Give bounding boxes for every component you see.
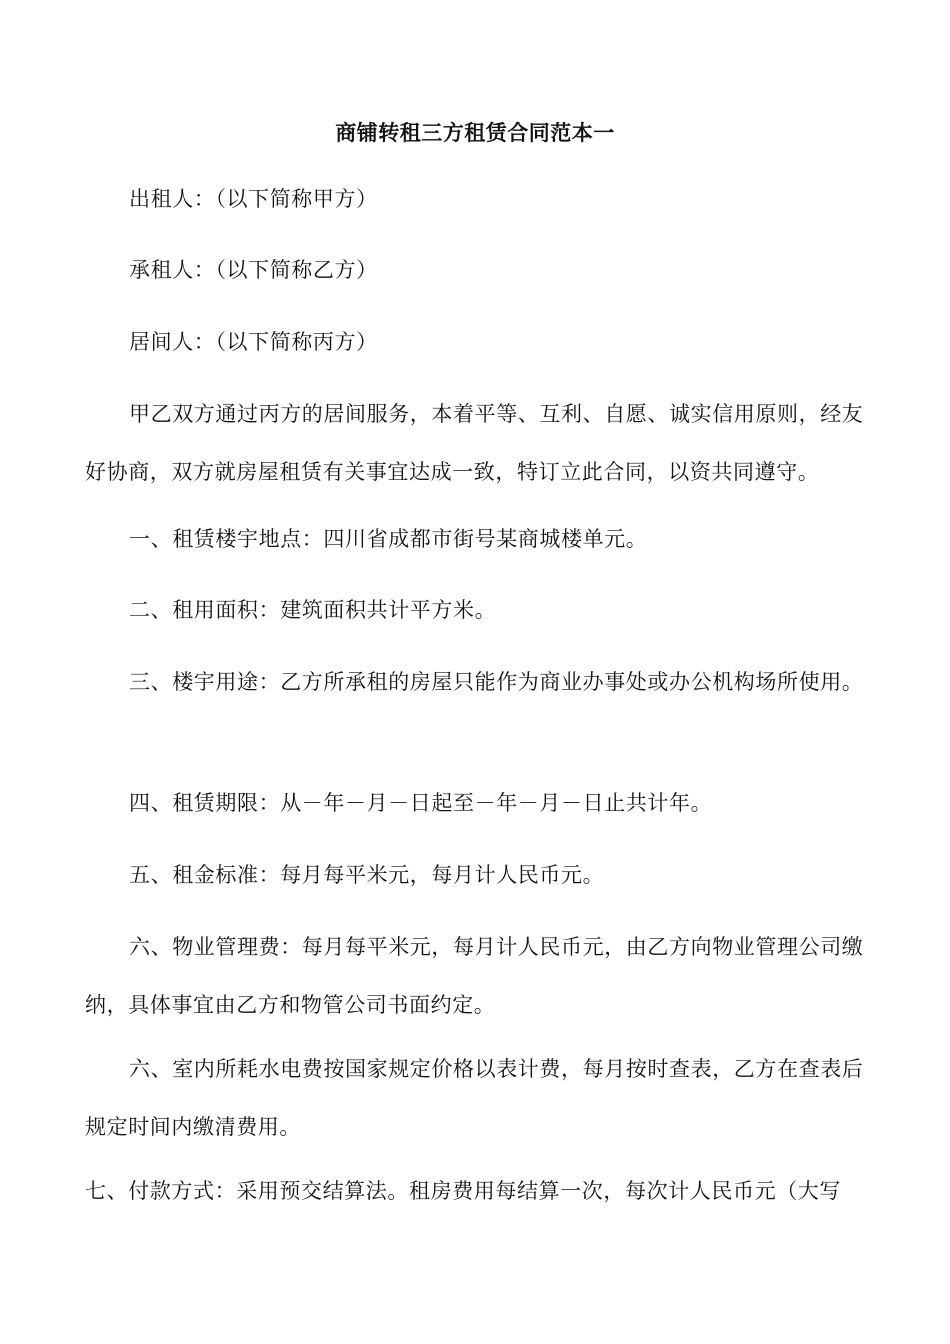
clause-rent: 五、租金标准：每月每平米元，每月计人民币元。 [129,863,605,887]
clause-term: 四、租赁期限：从－年－月－日起至－年－月－日止共计年。 [129,791,713,815]
document-title: 商铺转租三方租赁合同范本一 [335,120,615,145]
clause-payment: 七、付款方式：采用预交结算法。租房费用每结算一次，每次计人民币元（大写 [85,1179,841,1203]
clause-location: 一、租赁楼宇地点：四川省成都市街号某商城楼单元。 [129,527,648,551]
clause-property-fee: 六、物业管理费：每月每平米元，每月计人民币元，由乙方向物业管理公司缴纳，具体事宜由乙方和物管公司书面约定。 [85,935,864,1017]
clause-utilities: 六、室内所耗水电费按国家规定价格以表计费，每月按时查表，乙方在查表后规定时间内缴清费用。 [85,1057,864,1139]
party-broker: 居间人：（以下简称丙方） [129,330,378,354]
party-lessee: 承租人：（以下简称乙方） [129,258,378,282]
clause-area: 二、租用面积：建筑面积共计平方米。 [129,598,497,622]
clause-usage: 三、楼宇用途：乙方所承租的房屋只能作为商业办事处或办公机构场所使用。 [129,670,864,694]
party-lessor: 出租人：（以下简称甲方） [129,187,378,211]
intro-paragraph: 甲乙双方通过丙方的居间服务，本着平等、互利、自愿、诚实信用原则，经友好协商，双方就房屋租赁有关事宜达成一致，特订立此合同，以资共同遵守。 [85,402,864,484]
